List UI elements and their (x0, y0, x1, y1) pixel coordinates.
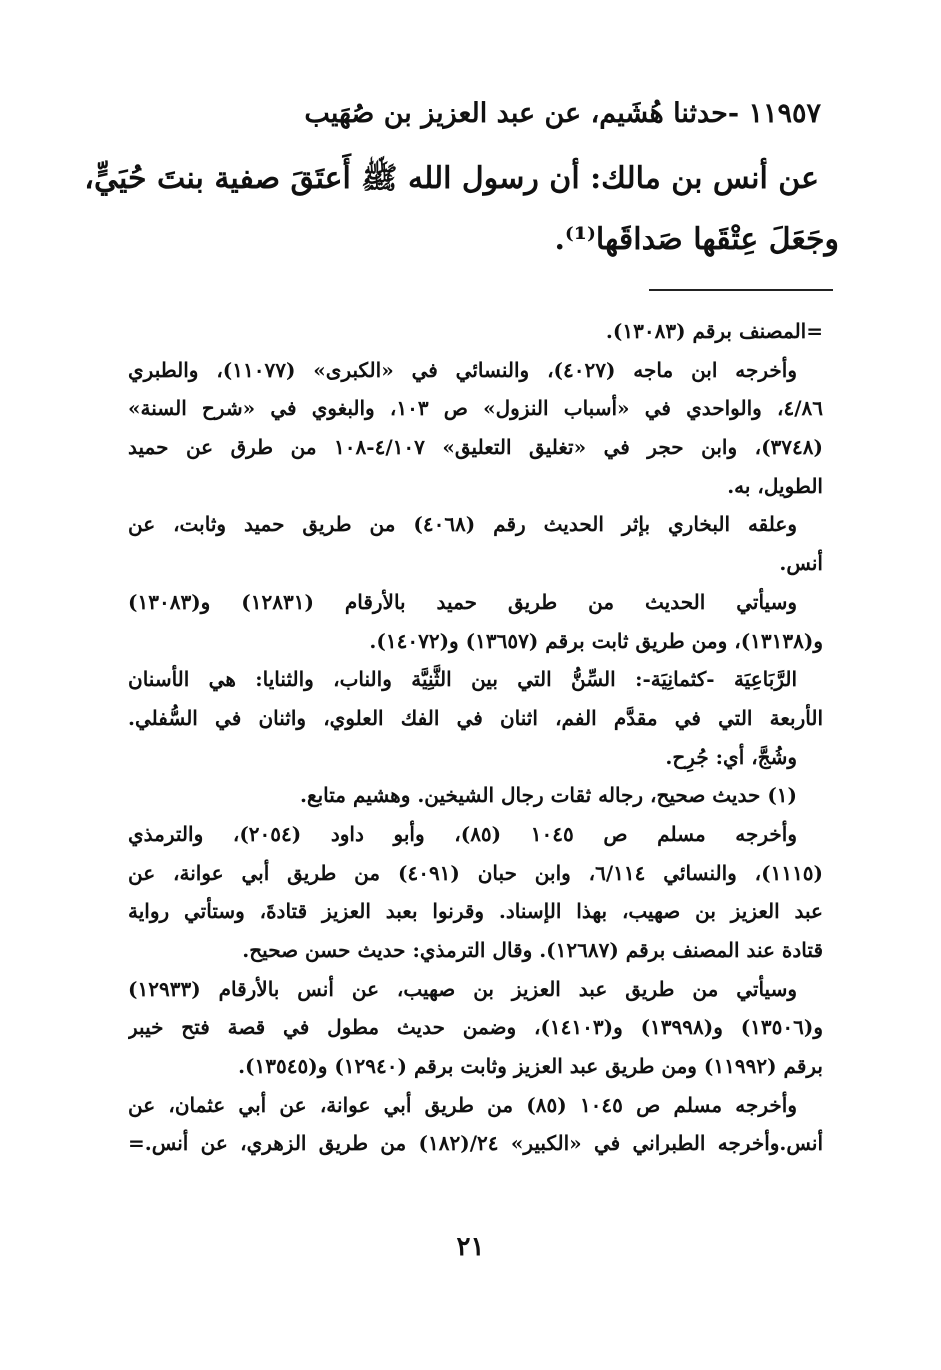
footnote-line: وعلقه البخاري بإثر الحديث رقم (٤٠٦٨) من طريق حميد وثابت، عن (128, 512, 797, 537)
hadith-isnad-line: ١١٩٥٧ -حدثنا هُشَيم، عن عبد العزيز بن صُهَيب (304, 98, 821, 129)
footnote-line: وأخرجه مسلم ص ١٠٤٥ (٨٥)، وأبو داود (٢٠٥٤)، والترمذي (128, 821, 797, 846)
footnote-line: الطويل، به. (727, 473, 823, 498)
footnote-line: و(١٣١٣٨)، ومن طريق ثابت برقم (١٣٦٥٧) و(١٤٠٧٢). (369, 628, 823, 653)
footnote-line: أنس.وأخرجه الطبراني في «الكبير» ٢٤/(١٨٢) من طريق الزهري، عن أنس.= (128, 1131, 823, 1156)
footnote-separator (649, 289, 833, 291)
footnotes (128, 312, 823, 1163)
footnote-line: (٣٧٤٨)، وابن حجر في «تغليق التعليق» ٤/١٠٧-١٠٨ من طرق عن حميد (128, 435, 823, 460)
hadith-matn-line-end: وجَعَلَ عِتْقَها صَداقَها⁽¹⁾. (554, 222, 839, 257)
footnote-line: قتادة عند المصنف برقم (١٢٦٨٧). وقال الترمذي: حديث حسن صحيح. (242, 938, 823, 962)
footnote-line: الأربعة التي في مقدَّم الفم، اثنان في الفك العلوي، واثنان في السُّفلي. (128, 705, 823, 730)
footnote-line: وسيأتي الحديث من طريق حميد بالأرقام (١٢٨٣١) و(١٣٠٨٣) (128, 589, 797, 614)
footnote-line: ٤/٨٦، والواحدي في «أسباب النزول» ص ١٠٣، والبغوي في «شرح السنة» (128, 396, 823, 421)
page-number: ٢١ (456, 1232, 485, 1262)
footnote-line: وأخرجه مسلم ص ١٠٤٥ (٨٥) من طريق أبي عوانة، عن أبي عثمان، عن (128, 1092, 797, 1117)
footnote-line: وأخرجه ابن ماجه (٤٠٢٧)، والنسائي في «الكبرى» (١١٠٧٧)، والطبري (128, 357, 797, 382)
footnote-line: (١١١٥)، والنسائي ٦/١١٤، وابن حبان (٤٠٩١) من طريق أبي عوانة، عن (128, 860, 823, 885)
footnote-line: الرَّبَاعِيَة -كثمانِيَة-: السِّنُّ التي بين الثَّنِيَّة والناب، والثنايا: هي الأسنان (128, 667, 797, 692)
footnote-line: أنس. (779, 551, 823, 576)
footnote-line: وسيأتي من طريق عبد العزيز بن صهيب، عن أنس بالأرقام (١٢٩٣٣) (128, 976, 797, 1001)
footnote-line: عبد العزيز بن صهيب، بهذا الإسناد. وقرنوا بعبد العزيز قتادةَ، وستأتي رواية (128, 899, 823, 924)
footnote-number-1: (١) حديث صحيح، رجاله ثقات رجال الشيخين. وهشيم متابع. (300, 783, 797, 808)
footnote-line: =المصنف برقم (١٣٠٨٣). (605, 319, 823, 343)
footnote-line: و(١٣٥٠٦) و(١٣٩٩٨) و(١٤١٠٣)، وضمن حديث مطول في قصة فتح خيبر (128, 1015, 823, 1040)
hadith-matn-line: عن أنس بن مالك: أن رسول الله ﷺ أَعتَقَ صفية بنتَ حُيَيٍّ، (84, 161, 819, 196)
footnote-line: وشُجَّ، أي: جُرِح. (665, 744, 797, 769)
footnote-line: برقم (١١٩٩٢) ومن طريق عبد العزيز وثابت برقم (١٢٩٤٠) و(١٣٥٤٥). (238, 1054, 823, 1079)
